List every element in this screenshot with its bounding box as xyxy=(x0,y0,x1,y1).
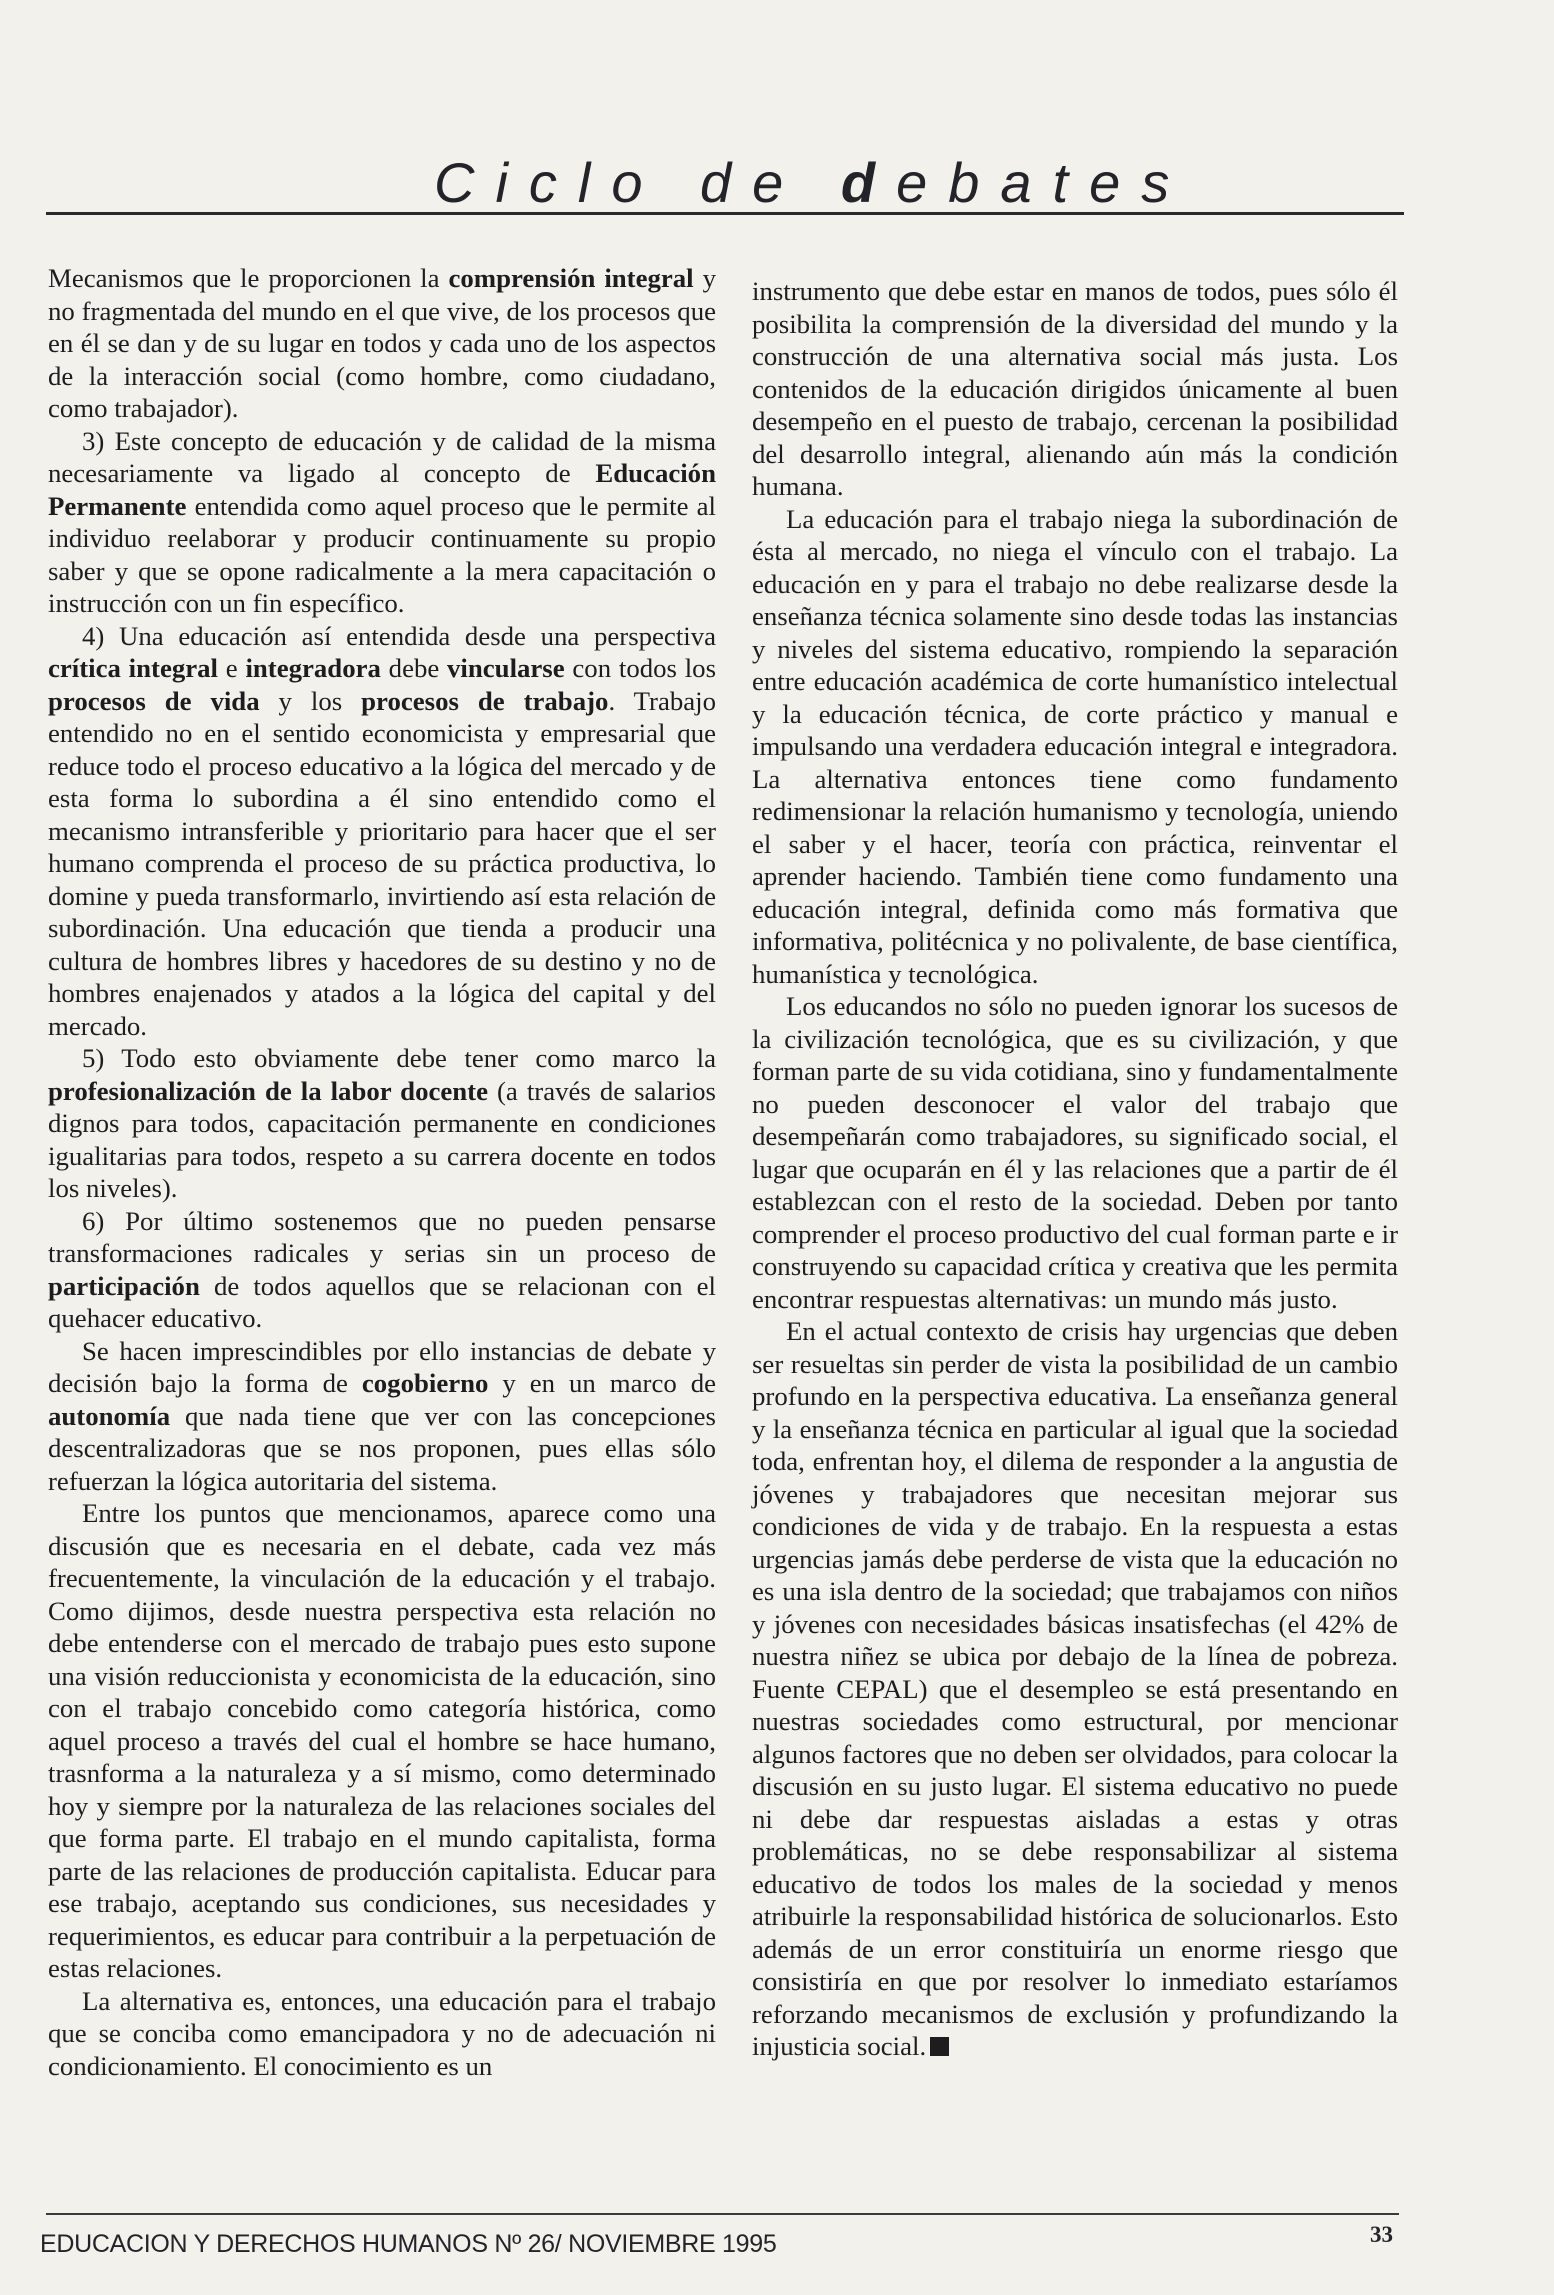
bold-term: autonomía xyxy=(48,1400,171,1431)
page-number: 33 xyxy=(1370,2222,1393,2247)
paragraph xyxy=(48,1497,716,1985)
publication-info: EDUCACION Y DERECHOS HUMANOS Nº 26/ NOVIEMBRE 1995 xyxy=(40,2230,777,2258)
text-column-right xyxy=(752,275,1398,2063)
text-run: (a través de salarios dignos para todos, capacitación permanente en condiciones igualitarias para todos, respeto a su carrera docente en todos los niveles). xyxy=(48,1075,716,1203)
bold-term: Educación Permanente xyxy=(48,458,716,521)
text-run: Se hacen imprescindibles por ello instancias de debate y decisión bajo la forma de xyxy=(48,1335,716,1398)
bold-term: crítica integral xyxy=(48,653,218,683)
paragraph xyxy=(752,990,1398,1315)
bold-term: comprensión integral xyxy=(448,263,694,293)
section-header xyxy=(46,140,1404,215)
section-title: Ciclo de debates xyxy=(434,151,1191,214)
text-run: y en un marco de xyxy=(488,1368,716,1398)
text-run: y no fragmentada del mundo en el que vive, de los procesos que en él se dan y de su lugar en todos y cada uno de los aspectos de la interacción social (como hombre, como ciudadano, como trabajador). xyxy=(48,263,716,423)
text-column-left xyxy=(48,262,716,2082)
text-run: e xyxy=(217,653,246,683)
text-run: 5) Todo esto obviamente debe tener como marco la xyxy=(82,1043,716,1073)
paragraph xyxy=(48,1985,716,2083)
text-run: entendida como aquel proceso que le permite al individuo reelaborar y producir continuamente su propio saber y que se opone radicalmente a la mera capacitación o instrucción con un fin específico. xyxy=(48,490,716,618)
text-run: 4) Una educación así entendida desde una perspectiva xyxy=(82,620,716,651)
bold-term: procesos de trabajo xyxy=(361,685,609,716)
paragraph xyxy=(752,1315,1398,2063)
text-run: Mecanismos que le proporcionen la xyxy=(48,263,449,293)
text-run: y los xyxy=(259,685,362,716)
text-run: . Trabajo entendido no en el sentido economicista y empresarial que reduce todo el proceso educativo a la lógica del mercado y de esta forma lo subordina a él sino entendido como el mecanismo intransferible y prioritario para hacer que el ser humano comprenda el proceso de su práctica productiva, lo domine y pueda transformarlo, invirtiendo así esta relación de subordinación. Una educación que tienda a producir una cultura de hombres libres y hacedores de su destino y no de hombres enajenados y atados a la lógica del capital y del mercado. xyxy=(48,685,716,1041)
bold-term: profesionalización de la labor docente xyxy=(48,1075,488,1106)
text-run: La alternativa es, entonces, una educación para el trabajo que se conciba como emancipadora y no de adecuación ni condicionamiento. El conocimiento es un xyxy=(48,1985,716,2081)
text-run: debe xyxy=(380,653,448,683)
paragraph xyxy=(48,1042,716,1205)
text-run: 6) Por último sostenemos que no pueden pensarse transformaciones radicales y serias sin un proceso de xyxy=(48,1205,716,1268)
text-run: Entre los puntos que mencionamos, aparece como una discusión que es necesaria en el debate, cada vez más frecuentemente, la vinculación de la educación y el trabajo. Como dijimos, desde nuestra perspectiva esta relación no debe entenderse con el mercado de trabajo pues esto supone una visión reduccionista y economicista de la educación, sino con el trabajo concebido como categoría histórica, como aquel proceso a través del cual el hombre se hace humano, trasnforma a la naturaleza y a sí mismo, como determinado hoy y siempre por la naturaleza de las relaciones sociales del que forma parte. El trabajo en el mundo capitalista, forma parte de las relaciones de producción capitalista. Educar para ese trabajo, aceptando sus condiciones, sus necesidades y requerimientos, es educar para contribuir a la perpetuación de estas relaciones. xyxy=(48,1498,716,1983)
paragraph xyxy=(48,1335,716,1498)
text-run: La educación para el trabajo niega la subordinación de ésta al mercado, no niega el vínculo con el trabajo. La educación en y para el trabajo no debe realizarse desde la enseñanza técnica solamente sino desde todas las instancias y niveles del sistema educativo, rompiendo la separación entre educación académica de corte humanístico intelectual y la educación técnica, de corte práctico y manual e impulsando una verdadera educación integral e integradora. La alternativa entonces tiene como fundamento redimensionar la relación humanismo y tecnología, uniendo el saber y el hacer, teoría con práctica, reinventar el aprender haciendo. También tiene como fundamento una educación integral, definida como más formativa que informativa, politécnica y no polivalente, de base científica, humanística y tecnológica. xyxy=(752,503,1398,989)
bold-term: participación xyxy=(48,1270,200,1301)
paragraph xyxy=(48,620,716,1043)
text-run: que nada tiene que ver con las concepciones descentralizadoras que se nos proponen, pues ellas sólo refuerzan la lógica autoritaria del sistema. xyxy=(48,1400,716,1496)
text-run: Los educandos no sólo no pueden ignorar los sucesos de la civilización tecnológica, que es su civilización, y que forman parte de su vida cotidiana, sino y fundamentalmente no pueden desconocer el valor del trabajo que desempeñarán como trabajadores, su significado social, el lugar que ocuparán en él y las relaciones que a partir de él establezcan con el resto de la sociedad. Deben por tanto comprender el proceso productivo del cual forman parte e ir construyendo su capacidad crítica y creativa que les permita encontrar respuestas alternativas: un mundo más justo. xyxy=(752,991,1398,1314)
end-of-article-mark xyxy=(930,2037,949,2056)
text-run: de todos aquellos que se relacionan con el quehacer educativo. xyxy=(48,1270,716,1333)
paragraph xyxy=(752,503,1398,991)
paragraph xyxy=(752,275,1398,503)
bold-term: cogobierno xyxy=(361,1368,489,1398)
paragraph xyxy=(48,262,716,425)
bold-term: integradora xyxy=(245,653,381,683)
text-run: 3) Este concepto de educación y de calidad de la misma necesariamente va ligado al concepto de xyxy=(48,425,716,488)
bold-term: vincularse xyxy=(447,653,565,683)
text-run: instrumento que debe estar en manos de todos, pues sólo él posibilita la comprensión de la diversidad del mundo y la construcción de una alternativa social más justa. Los contenidos de la educación dirigidos únicamente al buen desempeño en el puesto de trabajo, cercenan la posibilidad del desarrollo integral, alienando aún más la condición humana. xyxy=(752,276,1398,501)
bold-term: procesos de vida xyxy=(48,685,260,716)
paragraph xyxy=(48,425,716,620)
paragraph xyxy=(48,1205,716,1335)
text-run: con todos los xyxy=(564,653,716,683)
text-run: En el actual contexto de crisis hay urgencias que deben ser resueltas sin perder de vista la posibilidad de un cambio profundo en la perspectiva educativa. La enseñanza general y la enseñanza técnica en particular al igual que la sociedad toda, enfrentan hoy, el dilema de responder a la angustia de jóvenes y trabajadores que necesitan mejorar sus condiciones de vida y de trabajo. En la respuesta a estas urgencias jamás debe perderse de vista que la educación no es una isla dentro de la sociedad; que trabajamos con niños y jóvenes con necesidades básicas insatisfechas (el 42% de nuestra niñez se ubica por debajo de la línea de pobreza. Fuente CEPAL) que el desempleo se está presentando en nuestras sociedades como estructural, por mencionar algunos factores que no deben ser olvidados, para colocar la discusión en su justo lugar. El sistema educativo no puede ni debe dar respuestas aisladas a estas y otras problemáticas, no se debe responsabilizar al sistema educativo de todos los males de la sociedad y menos atribuirle la responsabilidad histórica de solucionarlos. Esto además de un error constituiría un enorme riesgo que consistiría en que por resolver lo inmediato estaríamos reforzando mecanismos de exclusión y profundizando la injusticia social. xyxy=(752,1316,1398,2061)
footer-divider xyxy=(46,2213,1399,2215)
